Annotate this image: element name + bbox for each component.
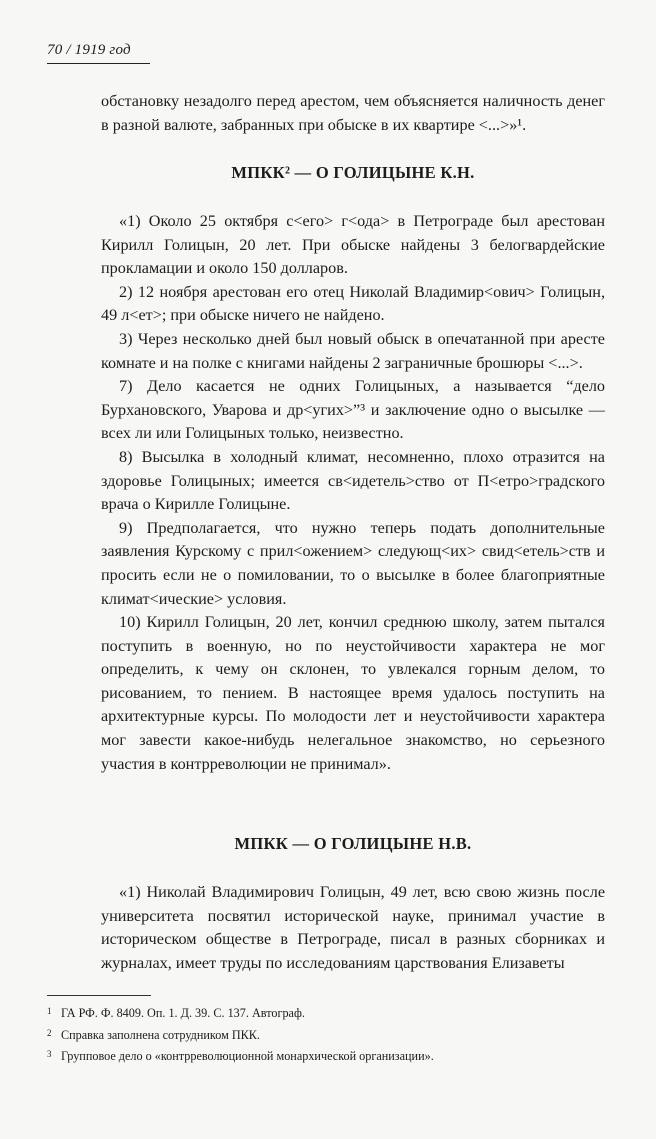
intro-block <box>101 90 605 137</box>
footnote-text: Справка заполнена сотрудником ПКК. <box>61 1027 260 1042</box>
footnote <box>47 1046 607 1066</box>
paragraph: «1) Николай Владимирович Голицын, 49 лет, всю свою жизнь после университета посвятил исторической науке, принимал участие в историческом обществе в Петрограде, писал в разных сборниках и журналах, имеет труды по исследованиям царствования Елизаветы <box>101 883 605 972</box>
footnote-rule <box>47 995 151 996</box>
paragraph: 10) Кирилл Голицын, 20 лет, кончил среднюю школу, затем пытался поступить в военную, но по неустойчивости характера не мог определить, к чему он склонен, то увлекался горным делом, то рисованием, то пением. В настоящее время удалось поступить на архитектурные курсы. По молодости лет и неустойчивости характера мог завести какое-нибудь нелегальное знакомство, но серьезного участия в контрреволюции не принимал». <box>101 613 605 773</box>
footnote-mark: 1 <box>47 1006 52 1016</box>
paragraph: 8) Высылка в холодный климат, несомненно, плохо отразится на здоровье Голицыных; имеется св<идетель>ство от П<етро>градского врача о Кирилле Голицыне. <box>101 447 605 514</box>
footnote-text: ГА РФ. Ф. 8409. Оп. 1. Д. 39. С. 137. Автограф. <box>61 1006 305 1020</box>
paragraph: «1) Около 25 октября с<его> г<ода> в Петрограде был арестован Кирилл Голицын, 20 лет. При обыске найдены 3 белогвардейские прокламации и около 150 долларов. <box>101 212 605 278</box>
footnote-text: Групповое дело о «контрреволюционной монархической организации». <box>61 1049 434 1063</box>
footnotes <box>47 1003 607 1068</box>
footnote-mark: 3 <box>47 1049 52 1059</box>
intro-paragraph: обстановку незадолго перед арестом, чем объясняется наличность денег в разной валюте, забранных при обыске в их квартире <...>»¹. <box>101 92 605 134</box>
section-1-heading: МПКК² — О ГОЛИЦЫНЕ К.Н. <box>231 163 475 182</box>
paragraph: 2) 12 ноября арестован его отец Николай Владимир<ович> Голицын, 49 л<ет>; при обыске ничего не найдено. <box>101 282 605 325</box>
footnote-mark: 2 <box>47 1027 52 1038</box>
paragraph: 7) Дело касается не одних Голицыных, а называется “дело Бурхановского, Уварова и др<угих>”³ и заключение одно о высылке — всех ли или Голицыных только, неизвестно. <box>101 377 605 443</box>
section-1-body <box>101 210 605 776</box>
section-2-body <box>101 881 605 975</box>
footnote <box>47 1025 607 1045</box>
footnote <box>47 1003 607 1023</box>
section-2-heading: МПКК — О ГОЛИЦЫНЕ Н.В. <box>234 834 472 853</box>
running-head: 70 / 1919 год <box>47 42 131 58</box>
paragraph: 3) Через несколько дней был новый обыск в опечатанной при аресте комнате и на полке с книгами найдены 2 заграничные брошюры <...>. <box>101 329 605 372</box>
paragraph: 9) Предполагается, что нужно теперь подать дополнительные заявления Курскому с прил<ожением> следующ<их> свид<етель>ств и просить если не о помиловании, то о высылке в более благоприятные климат<ические> условия. <box>101 518 605 608</box>
running-head-rule <box>47 63 150 64</box>
